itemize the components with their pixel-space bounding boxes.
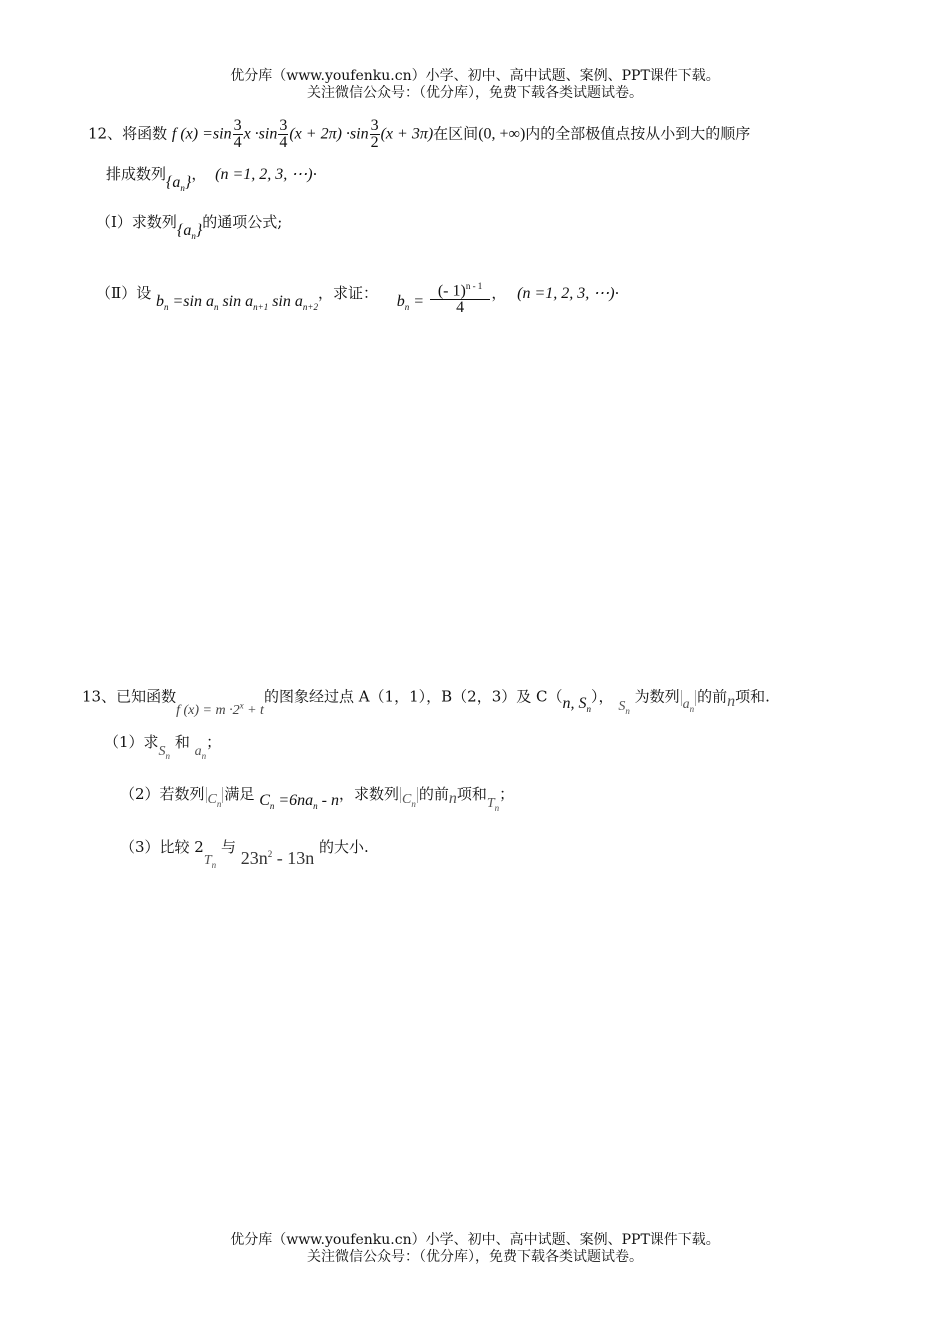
q13-part-3 — [120, 832, 369, 870]
q12-frac1-num: 3 — [233, 117, 242, 134]
q12-lead: 将函数 — [122, 124, 168, 143]
q12-part1-seq: $\{a_n\}$ — [176, 222, 203, 242]
q13-part-2 — [120, 784, 515, 813]
q13-func: f $(x) = m \cdot 2^x + t$ — [176, 700, 264, 718]
q13-front: 的前 — [697, 687, 728, 706]
q12-term-3: (x + 3π) — [380, 125, 434, 143]
q13-p1-and: 和 — [174, 733, 190, 751]
q12-func-lhs: f (x) =sin — [171, 125, 232, 143]
q12-frac1-den: 4 — [233, 134, 242, 151]
q13-p2-mid: ，求数列 — [338, 785, 399, 803]
q13-p2-label: （2）若数列 — [120, 785, 205, 803]
q13-part-1 — [104, 732, 222, 761]
q13-p1-a: $a_n$ — [194, 744, 207, 761]
q13-p2-C2: $C_n$ — [402, 792, 416, 809]
q13-line-1 — [82, 683, 770, 718]
q13-seq-text: 为数列 — [634, 687, 680, 706]
q12-part2-frac — [430, 278, 490, 316]
q12-line2-text: 排成数列 — [106, 165, 167, 183]
q12-comma: ， — [191, 165, 207, 183]
q12-part2-den: 4 — [430, 299, 490, 316]
footer-line-2: 关注微信公众号：（优分库），免费下载各类试题试卷。 — [307, 1249, 643, 1265]
q13-p3-end: 的大小. — [319, 838, 369, 856]
q13-p2-end: ； — [499, 785, 515, 803]
q13-point: n, $S_n$ — [562, 694, 591, 714]
q12-dot: · — [312, 165, 318, 183]
q12-range: (n =1, 2, 3, ⋯) — [215, 166, 313, 183]
q12-tail: 内的全部极值点按从小到大的顺序 — [525, 124, 751, 143]
header-line-1: 优分库（www.youfenku.cn）小学、初中、高中试题、案例、PPT课件下载。 — [230, 68, 720, 84]
q13-seq-a: $a_n$ — [682, 696, 695, 714]
q13-p2-n: n — [448, 790, 457, 807]
q12-part-1 — [96, 212, 283, 242]
q12-part-2 — [96, 272, 619, 316]
q12-frac2-num: 3 — [279, 117, 288, 134]
q13-tail: 项和. — [735, 687, 770, 706]
q13-point-close: ） — [591, 687, 599, 706]
q12-frac-2 — [278, 118, 288, 151]
q12-part2-range: (n =1, 2, 3, ⋯) — [517, 285, 615, 303]
q13-S: $S_n$ — [618, 698, 630, 716]
q12-frac3-num: 3 — [370, 117, 379, 134]
q13-p2-sum: 项和 — [456, 785, 487, 803]
q12-line-1 — [88, 118, 750, 151]
q13-p2-satisfy: 满足 — [224, 785, 255, 803]
q13-p1-label: （1）求 — [104, 733, 159, 751]
q12-part2-b: $b_n =\sin$ $a_n$ $\sin a_{n+1}$ $\sin a_{n+2}$ — [155, 293, 318, 313]
q12-part2-comma: ， — [491, 284, 507, 303]
q13-p2-formula: $C_n =6na_n - n$ — [259, 792, 339, 812]
q13-number: 13、 — [82, 687, 117, 706]
q13-p2-C: $C_n$ — [207, 792, 222, 809]
q13-comma: ， — [598, 687, 614, 706]
header-line-2: 关注微信公众号：（优分库），免费下载各类试题试卷。 — [307, 85, 643, 101]
q12-part2-label: （Ⅱ）设 — [96, 284, 152, 303]
q12-part1-label: （Ⅰ）求数列 — [96, 213, 177, 231]
q13-p3-expr: $23n^2 - 13n$ — [240, 848, 315, 868]
q12-part2-num: (- 1)$^{n - 1}$ — [437, 281, 483, 300]
q12-part2-b2: $b_n$ = — [396, 293, 425, 313]
q12-seq: $\{a_n\}$ — [166, 174, 192, 194]
q12-frac-3 — [370, 118, 380, 151]
q13-p2-front: 的前 — [418, 785, 449, 803]
q12-frac-1 — [233, 118, 243, 151]
q13-p1-end: ； — [206, 733, 222, 751]
q12-part1-tail: 的通项公式; — [202, 213, 283, 231]
q13-lead: 已知函数 — [116, 687, 177, 706]
q13-p3-with: 与 — [220, 838, 236, 856]
q12-frac3-den: 2 — [370, 134, 379, 151]
q12-interval: (0, +∞) — [478, 125, 526, 143]
q12-line-2 — [106, 164, 318, 194]
q13-p2-T: $T_n$ — [486, 796, 500, 813]
q13-mid: 的图象经过点 A（1，1），B（2，3）及 C（ — [263, 687, 563, 706]
q12-mid: 在区间 — [433, 124, 479, 143]
q12-term-1: x ·sin — [243, 125, 278, 143]
q12-part2-mid: ，求证： — [317, 284, 378, 303]
q12-number: 12、 — [88, 124, 123, 143]
footer-line-1: 优分库（www.youfenku.cn）小学、初中、高中试题、案例、PPT课件下载。 — [230, 1232, 720, 1248]
q13-p1-S: $S_n$ — [158, 744, 171, 761]
q12-term-2: (x + 2π) ·sin — [289, 125, 369, 143]
q12-part2-dot: · — [614, 284, 620, 303]
q13-n: n — [727, 692, 736, 710]
q13-p3-label: （3）比较 2 — [120, 838, 204, 856]
q12-frac2-den: 4 — [279, 134, 288, 151]
q13-p3-T: $T_n$ — [203, 853, 217, 870]
